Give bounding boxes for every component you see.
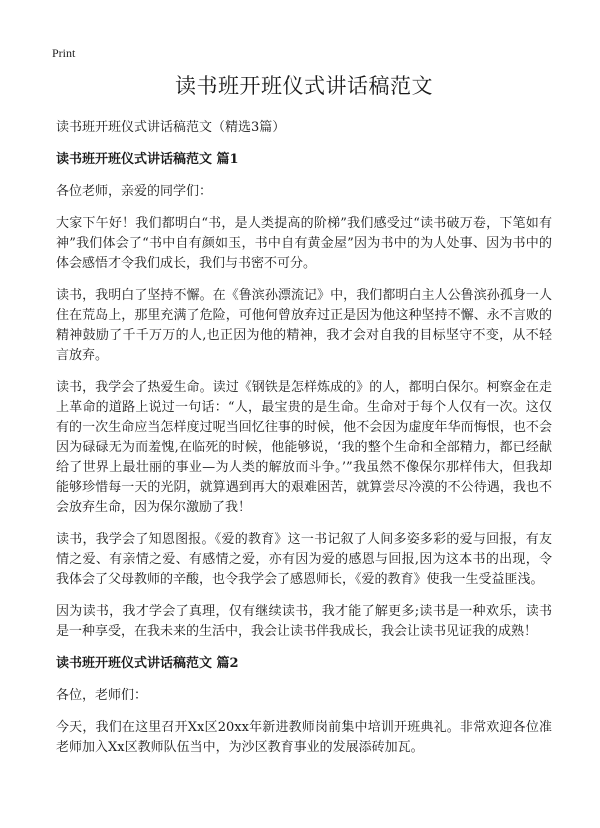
paragraph: 读书，我学会了热爱生命。读过《钢铁是怎样炼成的》的人，都明白保尔。柯察金在走上革命的道路上说过一句话：“人，最宝贵的是生命。生命对于每个人仅有一次。这仅有的一次生命应当怎样度过呢当回忆往事的时候，他不会因为虚度年华而悔恨，也不会因为碌碌无为而羞愧,在临死的时候，他能够说，‘我的整个生命和全部精力，都已经献给了世界上最壮丽的事业—为人类的解放而斗争。’”我虽然不像保尔那样伟大，但我却能够珍惜每一天的光阴，就算遇到再大的艰难困苦，就算尝尽冷漠的不公待遇，我也不会放弃生命，因为保尔激励了我！ bbox=[56, 380, 552, 515]
document-subtitle: 读书班开班仪式讲话稿范文（精选3篇） bbox=[56, 120, 286, 135]
paragraph: 各位老师，亲爱的同学们： bbox=[56, 184, 213, 199]
document-body bbox=[56, 72, 552, 770]
section-heading: 读书班开班仪式讲话稿范文 篇2 bbox=[56, 656, 239, 671]
paragraph: 读书，我明白了坚持不懈。在《鲁滨孙漂流记》中，我们都明白主人公鲁滨孙孤身一人住在荒岛上，那里充满了危险，可他何曾放弃过正是因为他这种坚持不懈、永不言败的精神鼓励了千千万万的人,也正因为他的精神，我才会对自我的目标坚守不变，从不轻言放弃。 bbox=[56, 288, 552, 363]
page-title: 读书班开班仪式讲话稿范文 bbox=[175, 74, 433, 98]
paragraph: 今天，我们在这里召开Xx区20xx年新进教师岗前集中培训开班典礼。非常欢迎各位准老师加入Xx区教师队伍当中，为沙区教育事业的发展添砖加瓦。 bbox=[56, 720, 552, 755]
section-heading: 读书班开班仪式讲话稿范文 篇1 bbox=[56, 152, 239, 167]
paragraph: 读书，我学会了知恩图报。《爱的教育》这一书记叙了人间多姿多彩的爱与回报，有友情之爱、有亲情之爱、有感情之爱，亦有因为爱的感恩与回报,因为这本书的出现，令我体会了父母教师的辛酸，也令我学会了感恩师长，《爱的教育》使我一生受益匪浅。 bbox=[56, 532, 552, 587]
print-link[interactable]: Print bbox=[52, 46, 76, 60]
paragraph: 因为读书，我才学会了真理，仅有继续读书，我才能了解更多;读书是一种欢乐，读书是一种享受，在我未来的生活中，我会让读书伴我成长，我会让读书见证我的成熟！ bbox=[56, 604, 552, 639]
paragraph: 各位，老师们： bbox=[56, 688, 148, 703]
paragraph: 大家下午好！我们都明白“书，是人类提高的阶梯”我们感受过“读书破万卷，下笔如有神”我们体会了“书中自有颜如玉，书中自有黄金屋”因为书中的为人处事、因为书中的体会感悟才令我们成长，我们与书密不可分。 bbox=[56, 216, 552, 271]
